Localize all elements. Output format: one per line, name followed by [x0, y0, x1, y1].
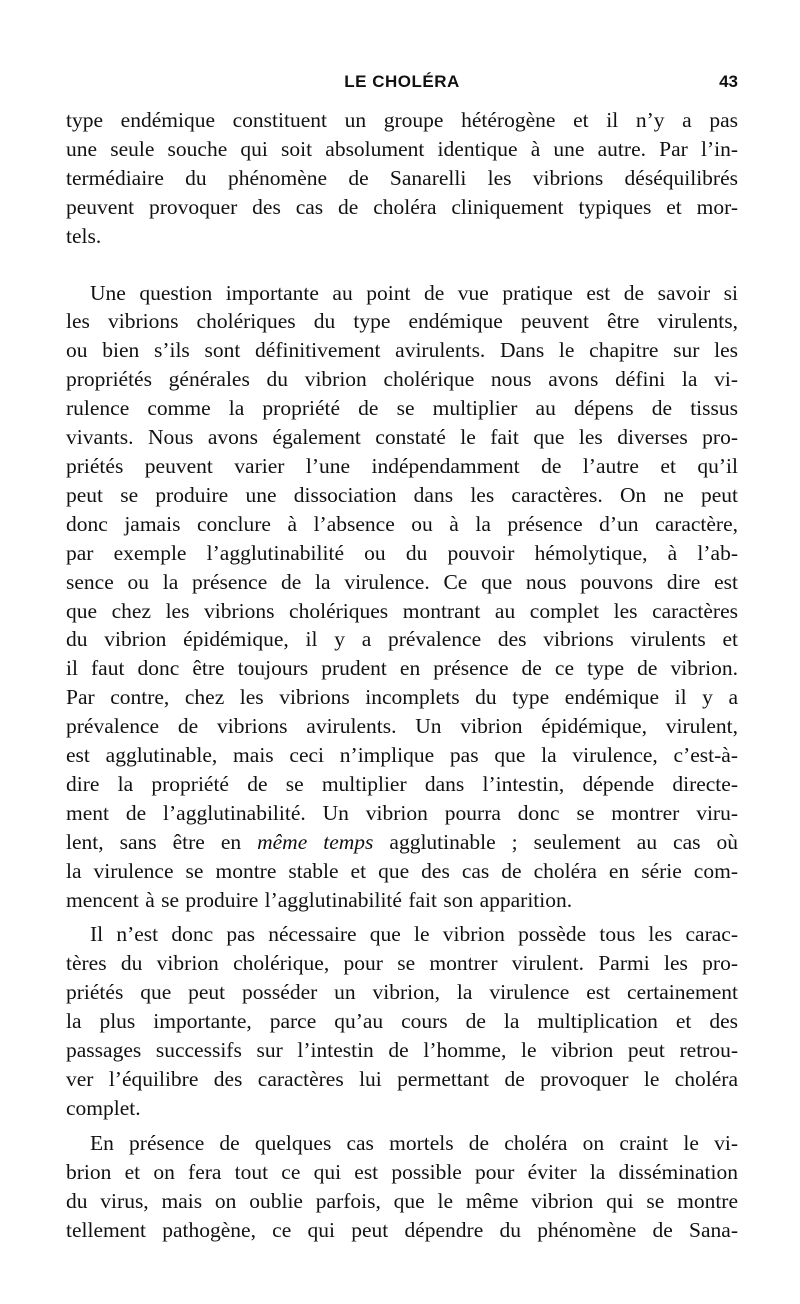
text-line: En présence de quelques cas mortels de choléra on craint le vi-: [90, 1130, 738, 1155]
text-run: lent, sans être en: [66, 829, 258, 854]
text-line: type endémique constituent un groupe hétérogène et il n’y a pas: [66, 108, 738, 132]
page-number: 43: [719, 72, 738, 91]
text-line: priétés que peut posséder un vibrion, la virulence est certainement: [66, 980, 738, 1005]
book-page: [66, 62, 738, 1244]
italic-phrase: même temps: [257, 829, 374, 854]
text-line: Par contre, chez les vibrions incomplets du type endémique il y a: [66, 685, 738, 710]
text-line: Une question importante au point de vue pratique est de savoir si: [90, 280, 738, 305]
text-line: Il n’est donc pas nécessaire que le vibrion possède tous les carac-: [90, 922, 738, 947]
text-line: est agglutinable, mais ceci n’implique pas que la virulence, c’est-à-: [66, 743, 738, 768]
text-line: tellement pathogène, ce qui peut dépendre du phénomène de Sana-: [66, 1217, 738, 1242]
text-line: peuvent provoquer des cas de choléra cliniquement typiques et mor-: [66, 194, 738, 219]
text-line: par exemple l’agglutinabilité ou du pouvoir hémolytique, à l’ab-: [66, 540, 738, 565]
text-line: du virus, mais on oublie parfois, que le même vibrion qui se montre: [66, 1188, 738, 1213]
text-line-with-italic: [66, 828, 738, 857]
paragraph-4: [66, 1129, 738, 1245]
text-line: la virulence se montre stable et que des cas de choléra en série com-: [66, 858, 738, 883]
text-line: complet.: [66, 1095, 141, 1120]
text-line: passages successifs sur l’intestin de l’homme, le vibrion peut retrou-: [66, 1038, 738, 1063]
text-line: prévalence de vibrions avirulents. Un vibrion épidémique, virulent,: [66, 714, 738, 739]
text-line: que chez les vibrions cholériques montrant au complet les caractères: [66, 598, 738, 623]
running-title: LE CHOLÉRA: [344, 72, 460, 91]
text-line: vivants. Nous avons également constaté le fait que les diverses pro-: [66, 425, 738, 450]
paragraph-2: [66, 279, 738, 915]
paragraph-3: [66, 920, 738, 1122]
text-line: les vibrions cholériques du type endémique peuvent être virulents,: [66, 309, 738, 334]
running-header: [66, 62, 738, 92]
text-line: une seule souche qui soit absolument identique à une autre. Par l’in-: [66, 136, 738, 161]
text-line: tères du vibrion cholérique, pour se montrer virulent. Parmi les pro-: [66, 951, 738, 976]
text-line: dire la propriété de se multiplier dans l’intestin, dépende directe-: [66, 771, 738, 796]
text-line: tels.: [66, 223, 102, 248]
text-line: ou bien s’ils sont définitivement avirulents. Dans le chapitre sur les: [66, 338, 738, 363]
text-line: brion et on fera tout ce qui est possible pour éviter la dissémination: [66, 1159, 738, 1184]
text-run: agglutinable ; seulement au cas où: [373, 829, 738, 854]
text-line: propriétés générales du vibrion cholérique nous avons défini la vi-: [66, 367, 738, 392]
text-line: sence ou la présence de la virulence. Ce que nous pouvons dire est: [66, 569, 738, 594]
text-line: ver l’équilibre des caractères lui permettant de provoquer le choléra: [66, 1067, 738, 1091]
text-line: il faut donc être toujours prudent en présence de ce type de vibrion.: [66, 656, 738, 681]
text-line: rulence comme la propriété de se multiplier au dépens de tissus: [66, 396, 738, 421]
text-line: peut se produire une dissociation dans les caractères. On ne peut: [66, 482, 738, 507]
text-line: mencent à se produire l’agglutinabilité fait son apparition.: [66, 887, 573, 912]
text-line: priétés peuvent varier l’une indépendamment de l’autre et qu’il: [66, 453, 738, 478]
text-line: donc jamais conclure à l’absence ou à la présence d’un caractère,: [66, 511, 738, 536]
text-line: ment de l’agglutinabilité. Un vibrion pourra donc se montrer viru-: [66, 800, 738, 825]
text-line: termédiaire du phénomène de Sanarelli les vibrions déséquilibrés: [66, 165, 738, 190]
text-line: du vibrion épidémique, il y a prévalence des vibrions virulents et: [66, 627, 738, 652]
paragraph-1: [66, 106, 738, 251]
text-line: la plus importante, parce qu’au cours de la multiplication et des: [66, 1009, 738, 1034]
